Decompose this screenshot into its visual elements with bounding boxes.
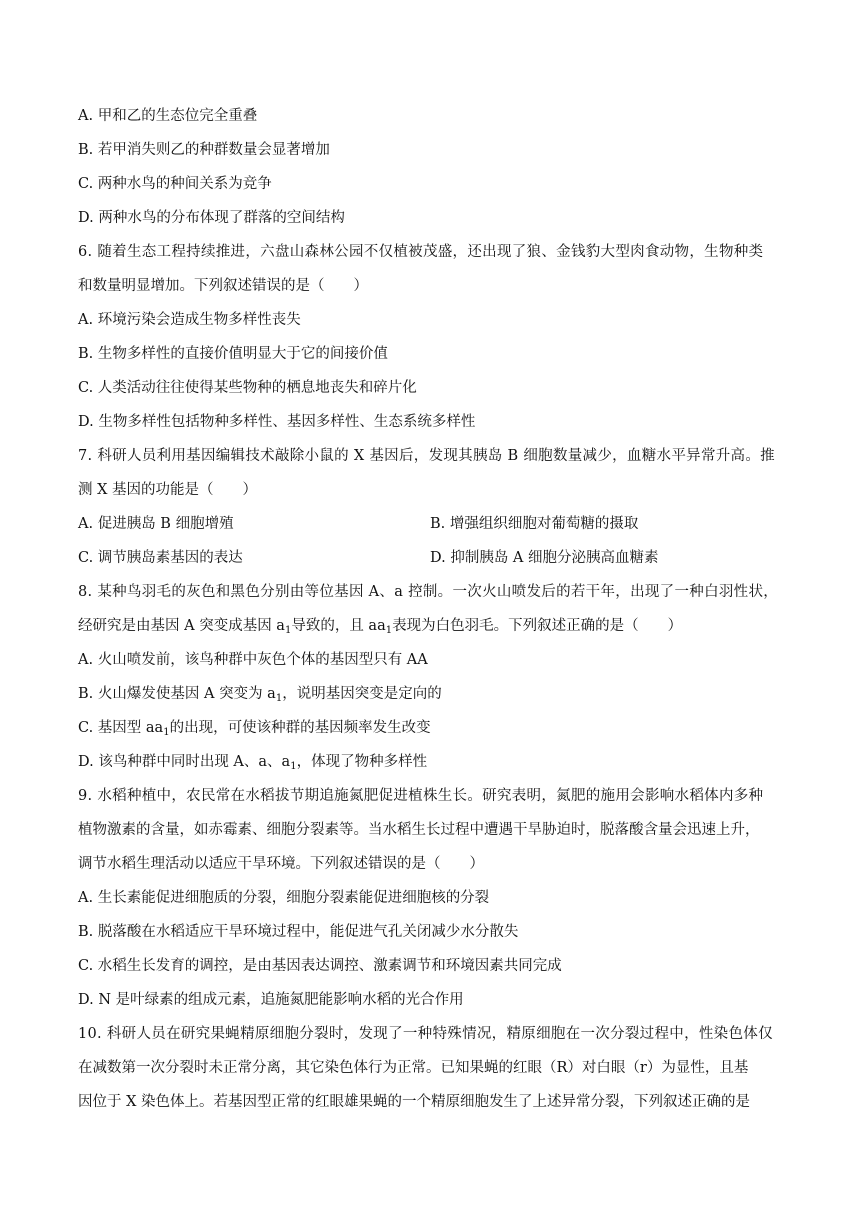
q6-option-c: C. 人类活动往往使得某些物种的栖息地丧失和碎片化: [78, 380, 417, 396]
q6-option-d: D. 生物多样性包括物种多样性、基因多样性、生态系统多样性: [78, 414, 476, 430]
q9-option-d: D. N 是叶绿素的组成元素，追施氮肥能影响水稻的光合作用: [78, 992, 464, 1008]
q8-option-b: B. 火山爆发使基因 A 突变为 $a_1$，说明基因突变是定向的: [78, 686, 442, 704]
q9-stem-line1: 9. 水稻种植中，农民常在水稻拔节期追施氮肥促进植株生长。研究表明，氮肥的施用会影响水稻体内多种: [78, 788, 764, 804]
q8-stem-line1: 8. 某种鸟羽毛的灰色和黑色分别由等位基因 A、a 控制。一次火山喷发后的若干年，出现了一种白羽性状，: [78, 584, 779, 600]
q7-option-a: A. 促进胰岛 B 细胞增殖: [78, 516, 234, 532]
q5-option-c: C. 两种水鸟的种间关系为竞争: [78, 176, 272, 192]
q8-option-d: D. 该鸟种群中同时出现 A、a、$a_1$，体现了物种多样性: [78, 754, 428, 772]
q8-option-c: C. 基因型 $aa_1$的出现，可使该种群的基因频率发生改变: [78, 720, 431, 738]
q10-stem-line1: 10. 科研人员在研究果蝇精原细胞分裂时，发现了一种特殊情况，精原细胞在一次分裂过程中，性染色体仅: [78, 1026, 773, 1042]
q7-option-c: C. 调节胰岛素基因的表达: [78, 550, 243, 566]
q9-stem-line2: 植物激素的含量，如赤霉素、细胞分裂素等。当水稻生长过程中遭遇干旱胁迫时，脱落酸含量会迅速上升，: [78, 822, 760, 838]
q9-option-b: B. 脱落酸在水稻适应干旱环境过程中，能促进气孔关闭减少水分散失: [78, 924, 519, 940]
q6-option-a: A. 环境污染会造成生物多样性丧失: [78, 312, 301, 328]
q5-option-b: B. 若甲消失则乙的种群数量会显著增加: [78, 142, 330, 158]
q7-stem-line2: 测 X 基因的功能是（ ）: [78, 482, 258, 498]
q5-option-a: A. 甲和乙的生态位完全重叠: [78, 108, 258, 124]
q10-stem-line3: 因位于 X 染色体上。若基因型正常的红眼雄果蝇的一个精原细胞发生了上述异常分裂，下列叙述正确的是: [78, 1094, 751, 1110]
q7-option-d: D. 抑制胰岛 A 细胞分泌胰高血糖素: [430, 550, 659, 566]
q9-option-a: A. 生长素能促进细胞质的分裂，细胞分裂素能促进细胞核的分裂: [78, 890, 490, 906]
q7-option-b: B. 增强组织细胞对葡萄糖的摄取: [430, 516, 639, 532]
q8-stem-line2: 经研究是由基因 A 突变成基因 $a_1$导致的，且 $aa_1$表现为白色羽毛。下列叙述正确的是（ ）: [78, 618, 683, 636]
q5-option-d: D. 两种水鸟的分布体现了群落的空间结构: [78, 210, 345, 226]
q6-stem-line2: 和数量明显增加。下列叙述错误的是（ ）: [78, 278, 368, 294]
q8-option-a: A. 火山喷发前，该鸟种群中灰色个体的基因型只有 AA: [78, 652, 428, 668]
q7-stem-line1: 7. 科研人员利用基因编辑技术敲除小鼠的 X 基因后，发现其胰岛 B 细胞数量减少，血糖水平异常升高。推: [78, 448, 775, 464]
q6-stem-line1: 6. 随着生态工程持续推进，六盘山森林公园不仅植被茂盛，还出现了狼、金钱豹大型肉食动物，生物种类: [78, 244, 764, 260]
q9-stem-line3: 调节水稻生理活动以适应干旱环境。下列叙述错误的是（ ）: [78, 856, 484, 872]
q6-option-b: B. 生物多样性的直接价值明显大于它的间接价值: [78, 346, 388, 362]
q10-stem-line2: 在减数第一次分裂时未正常分离，其它染色体行为正常。已知果蝇的红眼（R）对白眼（r）为显性，且基: [78, 1060, 749, 1076]
q9-option-c: C. 水稻生长发育的调控，是由基因表达调控、激素调节和环境因素共同完成: [78, 958, 562, 974]
